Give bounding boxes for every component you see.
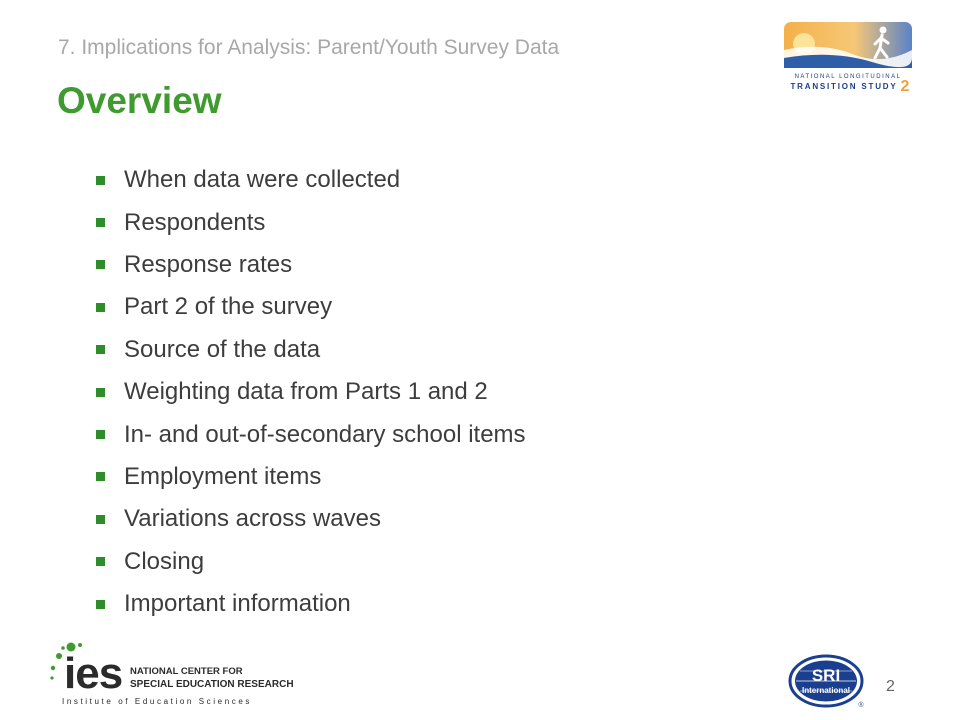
list-item-text: Weighting data from Parts 1 and 2 xyxy=(124,378,488,406)
nlts2-logo-number: 2 xyxy=(900,78,910,94)
list-item xyxy=(96,371,526,413)
sri-logo-sub: International xyxy=(801,686,851,695)
list-item xyxy=(96,413,526,455)
overview-bullet-list xyxy=(96,159,526,625)
list-item xyxy=(96,541,526,583)
list-item-text: Response rates xyxy=(124,250,293,278)
square-bullet-icon xyxy=(96,218,105,227)
list-item-text: Variations across waves xyxy=(124,505,381,533)
ies-logo-word: ies xyxy=(64,649,123,698)
ies-logo-line2: SPECIAL EDUCATION RESEARCH xyxy=(130,679,294,690)
list-item xyxy=(96,286,526,328)
page-number: 2 xyxy=(886,678,895,695)
list-item xyxy=(96,456,526,498)
section-title: 7. Implications for Analysis: Parent/Youth Survey Data xyxy=(58,36,560,59)
ies-logo-tagline: Institute of Education Sciences xyxy=(62,697,252,706)
list-item xyxy=(96,498,526,540)
slide-title: Overview xyxy=(57,80,222,121)
square-bullet-icon xyxy=(96,345,105,354)
list-item xyxy=(96,159,526,201)
square-bullet-icon xyxy=(96,430,105,439)
square-bullet-icon xyxy=(96,515,105,524)
square-bullet-icon xyxy=(96,600,105,609)
nlts2-logo-line2: TRANSITION STUDY xyxy=(790,82,898,91)
list-item-text: Source of the data xyxy=(124,335,321,363)
list-item-text: Closing xyxy=(124,547,205,575)
nlts2-logo-line1: NATIONAL LONGITUDINAL xyxy=(794,74,902,80)
list-item-text: In- and out-of-secondary school items xyxy=(124,420,526,448)
list-item-text: Employment items xyxy=(124,462,322,490)
list-item xyxy=(96,583,526,625)
square-bullet-icon xyxy=(96,303,105,312)
sri-logo-mark: ® xyxy=(858,702,864,709)
list-item xyxy=(96,201,526,243)
square-bullet-icon xyxy=(96,260,105,269)
ies-logo-line1: NATIONAL CENTER FOR xyxy=(130,666,243,677)
list-item-text: When data were collected xyxy=(124,166,401,194)
sri-international-logo xyxy=(788,654,868,710)
list-item-text: Important information xyxy=(124,590,351,618)
square-bullet-icon xyxy=(96,472,105,481)
nlts2-logo xyxy=(782,20,914,94)
sri-logo-word: SRI xyxy=(811,666,841,685)
list-item-text: Part 2 of the survey xyxy=(124,293,333,321)
square-bullet-icon xyxy=(96,388,105,397)
square-bullet-icon xyxy=(96,557,105,566)
ies-logo xyxy=(44,640,294,710)
list-item-text: Respondents xyxy=(124,208,266,236)
square-bullet-icon xyxy=(96,176,105,185)
list-item xyxy=(96,244,526,286)
list-item xyxy=(96,329,526,371)
